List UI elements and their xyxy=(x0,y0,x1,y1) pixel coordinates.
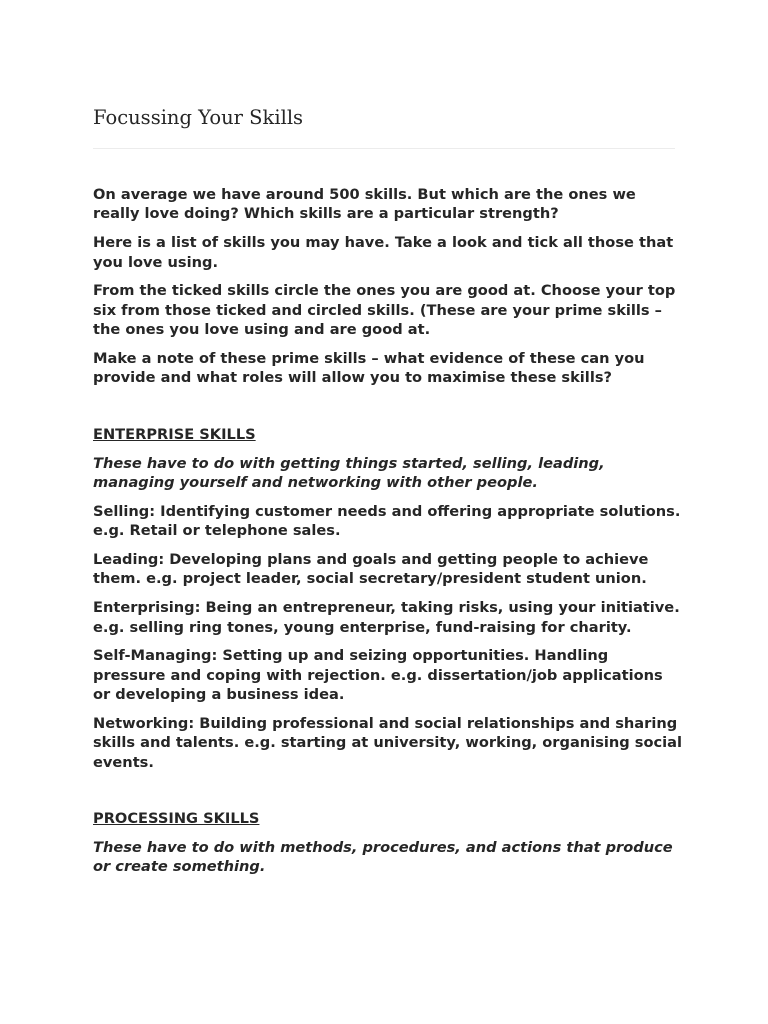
skill-item: Leading: Developing plans and goals and getting people to achieve them. e.g. project leader, social secretary/president student union. xyxy=(93,551,649,588)
document-title: Focussing Your Skills xyxy=(93,106,304,129)
title-divider xyxy=(93,148,675,149)
skill-item: Enterprising: Being an entrepreneur, taking risks, using your initiative. e.g. selling ring tones, young enterprise, fund-raising for charity. xyxy=(93,599,680,636)
skill-item: Self-Managing: Setting up and seizing opportunities. Handling pressure and coping with rejection. e.g. dissertation/job applications or developing a business idea. xyxy=(93,647,663,704)
intro-paragraph: Make a note of these prime skills – what evidence of these can you provide and what roles will allow you to maximise these skills? xyxy=(93,350,645,387)
intro-paragraph: On average we have around 500 skills. But which are the ones we really love doing? Which skills are a particular strength? xyxy=(93,186,636,223)
section-description: These have to do with getting things started, selling, leading, managing yourself and networking with other people. xyxy=(93,454,605,492)
intro-paragraph: Here is a list of skills you may have. Take a look and tick all those that you love using. xyxy=(93,234,674,271)
section-heading-processing: PROCESSING SKILLS xyxy=(93,810,260,828)
skill-item: Selling: Identifying customer needs and offering appropriate solutions. e.g. Retail or telephone sales. xyxy=(93,502,681,540)
skill-item: Networking: Building professional and social relationships and sharing skills and talents. e.g. starting at university, working, organising social events. xyxy=(93,715,683,771)
document-body xyxy=(93,185,683,886)
section-heading-enterprise: ENTERPRISE SKILLS xyxy=(93,425,256,443)
section-description: These have to do with methods, procedures, and actions that produce or create something. xyxy=(93,839,673,876)
intro-paragraph: From the ticked skills circle the ones you are good at. Choose your top six from those ticked and circled skills. (These are your prime skills – the ones you love using and are good at. xyxy=(93,282,676,339)
